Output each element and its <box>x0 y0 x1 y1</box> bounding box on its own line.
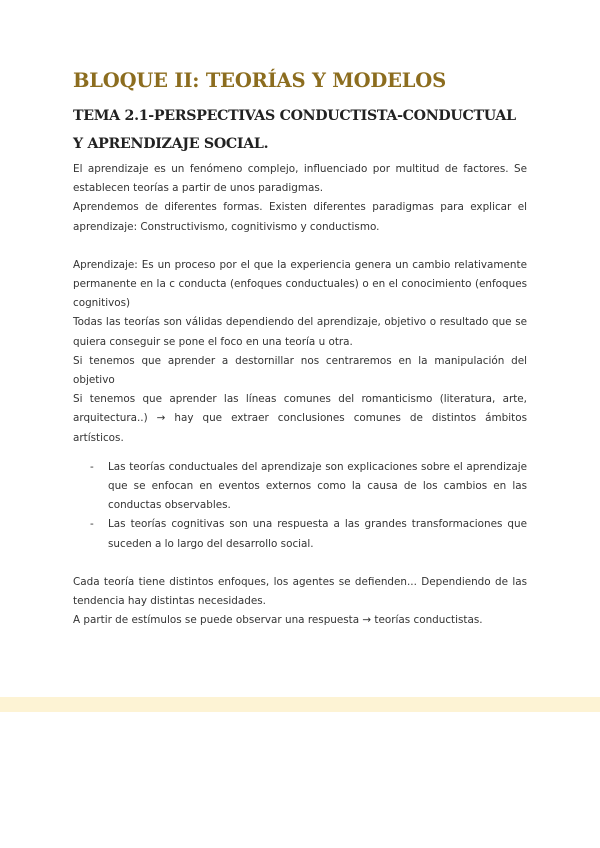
paragraph: El aprendizaje es un fenómeno complejo, influenciado por multitud de factores. Se establecen teorías a partir de unos paradigmas. <box>73 163 527 195</box>
document-page <box>73 68 527 630</box>
section-heading: BLOQUE II: TEORÍAS Y MODELOS <box>73 69 446 92</box>
bullet-marker: - <box>90 460 94 473</box>
spacer <box>73 237 527 256</box>
list-item-text: Las teorías conductuales del aprendizaje son explicaciones sobre el aprendizaje que se enfocan en eventos externos como la causa de los cambios en las conductas observables. <box>108 460 527 512</box>
list-item <box>73 515 527 553</box>
bullet-marker: - <box>90 518 94 531</box>
paragraph: Cada teoría tiene distintos enfoques, los agentes se defienden... Dependiendo de las tendencia hay distintas necesidades. <box>73 575 527 608</box>
paragraph: Aprendemos de diferentes formas. Existen diferentes paradigmas para explicar el aprendizaje: Constructivismo, cognitivismo y conductismo. <box>73 201 527 233</box>
paragraph: Aprendizaje: Es un proceso por el que la experiencia genera un cambio relativamente permanente en la c conducta (enfoques conductuales) o en el conocimiento (enfoques cognitivos) <box>73 258 527 310</box>
footer-band <box>0 697 600 712</box>
paragraph: A partir de estímulos se puede observar una respuesta → teorías conductistas. <box>73 614 483 627</box>
paragraph: Todas las teorías son válidas dependiendo del aprendizaje, objetivo o resultado que se quiera conseguir se pone el foco en una teoría u otra. <box>73 316 527 348</box>
list-item-text: Las teorías cognitivas son una respuesta a las grandes transformaciones que suceden a lo largo del desarrollo social. <box>108 518 527 550</box>
bullet-list <box>73 458 527 554</box>
spacer <box>73 554 527 573</box>
topic-heading: TEMA 2.1-PERSPECTIVAS CONDUCTISTA-CONDUCTUAL Y APRENDIZAJE SOCIAL. <box>73 108 516 152</box>
list-item <box>73 458 527 516</box>
paragraph: Si tenemos que aprender a destornillar nos centraremos en la manipulación del objetivo <box>73 354 527 387</box>
paragraph: Si tenemos que aprender las líneas comunes del romanticismo (literatura, arte, arquitectura..) → hay que extraer conclusiones comunes de distintos ámbitos artísticos. <box>73 393 527 444</box>
